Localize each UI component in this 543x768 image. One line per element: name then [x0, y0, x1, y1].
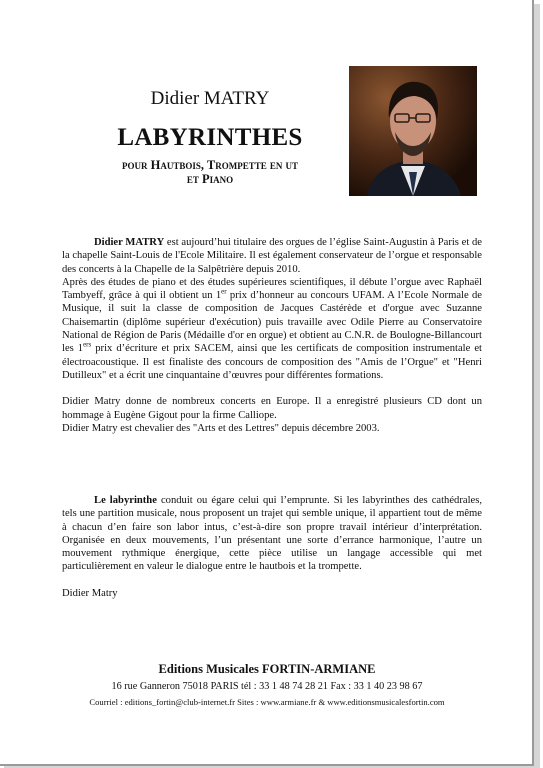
superscript-ers: ers — [83, 340, 92, 349]
piece-text: conduit ou égare celui qui l’emprunte. Si les labyrinthes des cathédrales, tels une partition musicale, nous proposent un trajet qui semble unique, il appartient tout de même à chacun d’en faire son labor intus, c’est-à-dire son propre travail intérieur d’interprétation. Organisée en deux mouvements, l’un présentant une sorte d’errance harmonique, l’autre un mouvement rythmique énergique, cette pièce utilise un langage accessible qui met particulièrement en valeur le dialogue entre le hautbois et la trompette. — [62, 495, 482, 573]
page-shadow-right — [534, 4, 540, 768]
publisher-name: Editions Musicales FORTIN-ARMIANE — [158, 662, 376, 676]
subtitle-line-2: et Piano — [186, 172, 234, 186]
publisher-footer — [40, 662, 494, 707]
subtitle-line-1: pour Hautbois, Trompette en ut — [122, 158, 298, 172]
composer-biography — [62, 236, 482, 435]
publisher-address: 16 rue Ganneron 75018 PARIS tél : 33 1 48 74 28 21 Fax : 33 1 40 23 98 67 — [111, 681, 423, 692]
composer-portrait-image — [349, 66, 477, 196]
author-name: Didier MATRY — [150, 88, 270, 109]
publisher-contact-web: Courriel : editions_fortin@club-internet.fr Sites : www.armiane.fr & www.editionsmusicalesfortin.com — [89, 697, 445, 707]
bio-name-bold: Didier MATRY — [94, 237, 165, 248]
piece-description — [62, 494, 482, 600]
superscript-er: er — [221, 287, 227, 296]
bio-text-2c: prix d’écriture et prix SACEM, ainsi que les certificats de composition instrumentale et électroacoustique. Il est finaliste des concours de composition des "Amis de l’Orgue" et "Henri Dutilleux" et a écrit une cinquantaine d’œuvres pour différentes formations. — [62, 343, 482, 381]
piece-lead-bold: Le labyrinthe — [94, 495, 157, 506]
bio-paragraph-3: Didier Matry donne de nombreux concerts en Europe. Il a enregistré plusieurs CD dont un hommage à Eugène Gigout pour la firme Calliope. — [62, 396, 482, 421]
bio-text-1: est aujourd’hui titulaire des orgues de l’église Saint-Augustin à Paris et de la chapelle Saint-Louis de l'Ecole Militaire. Il est également conservateur de l’orgue et responsable des concerts à la Chapelle de la Salpêtrière depuis 2010. — [62, 237, 482, 275]
bio-paragraph-1 — [62, 236, 482, 276]
bio-paragraph-2 — [62, 276, 482, 382]
bio-text-2b: prix d’honneur au concours UFAM. A l’Ecole Normale de Musique, il suit la classe de composition de Jacques Castérède et d'orgue avec Suzanne Chaisemartin (diplôme supérieur d'exécution) puis travaille avec Odile Pierre au Conservatoire National de Région de Paris (Médaille d'or en orgue) et obtient au C.N.R. de Boulogne-Billancourt les 1 — [62, 290, 483, 355]
bio-paragraph-4: Didier Matry est chevalier des "Arts et des Lettres" depuis décembre 2003. — [62, 422, 380, 434]
composer-photo — [349, 66, 477, 196]
work-title: LABYRINTHES — [117, 124, 303, 151]
bio-text-2a: Après des études de piano et des études supérieures scientifiques, il débute l’orgue avec Raphaël Tambyeff, grâce à qui il obtient un 1 — [62, 276, 482, 302]
piece-signature: Didier Matry — [62, 587, 118, 599]
work-subtitle — [95, 158, 325, 186]
piece-paragraph — [62, 494, 482, 574]
